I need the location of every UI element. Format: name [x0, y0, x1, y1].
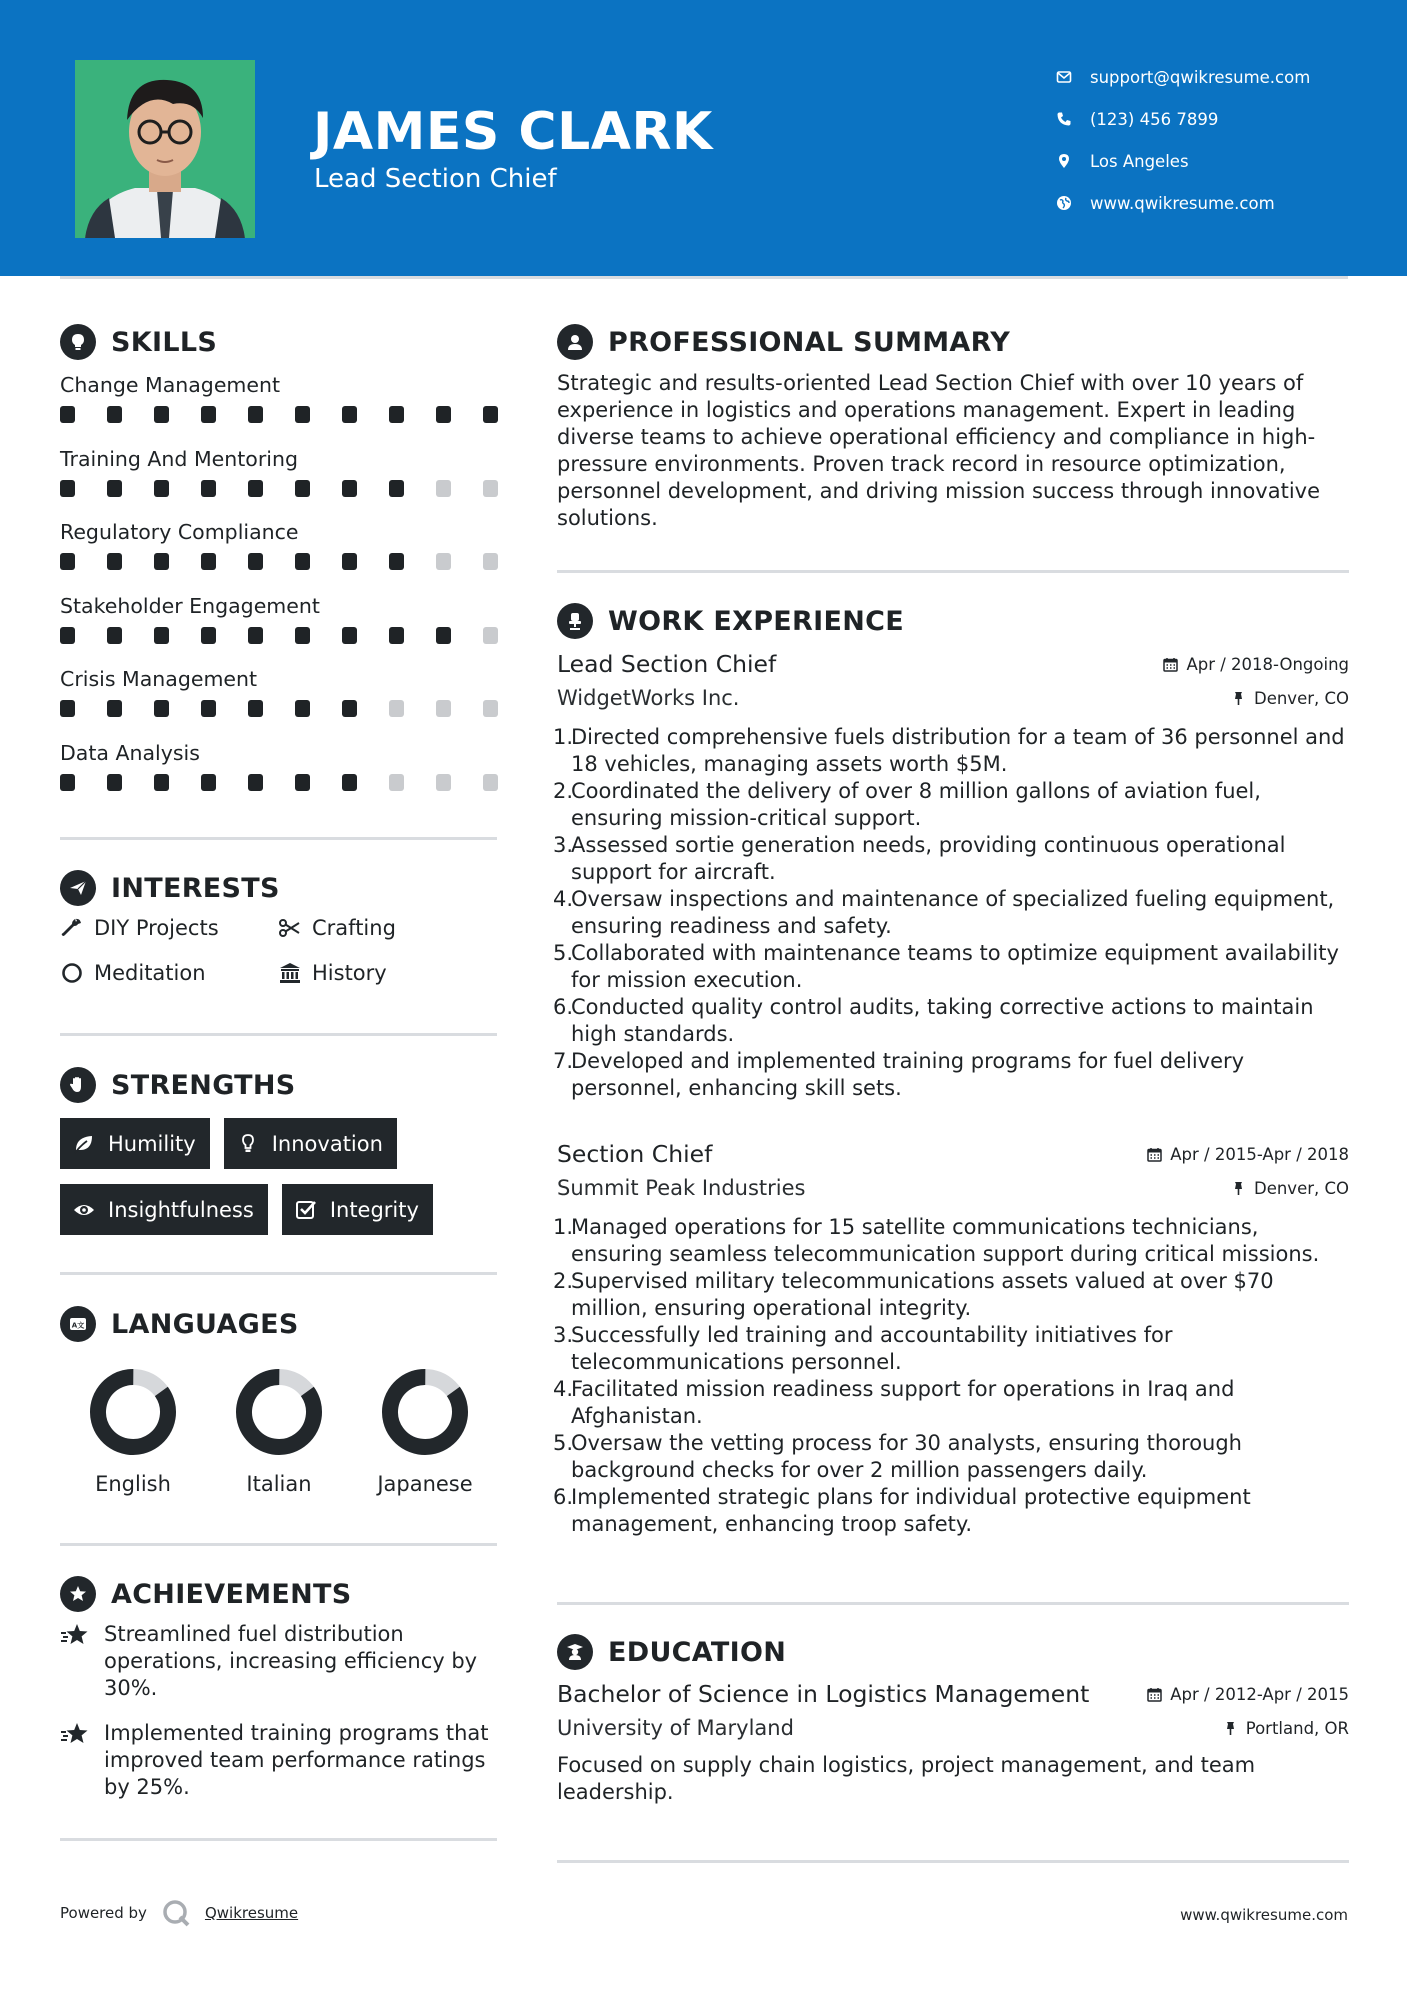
rating-dot-filled	[342, 553, 357, 570]
job-location-text: Denver, CO	[1253, 688, 1349, 708]
rating-dot-filled	[389, 480, 404, 497]
strength-label: Innovation	[271, 1131, 383, 1156]
contact-location-text: Los Angeles	[1090, 151, 1189, 171]
skill-item	[60, 370, 500, 444]
education-dates-text: Apr / 2012-Apr / 2015	[1170, 1685, 1349, 1704]
summary-title: PROFESSIONAL SUMMARY	[608, 326, 1011, 358]
education-location-text: Portland, OR	[1245, 1718, 1349, 1738]
rating-dot-filled	[248, 553, 263, 570]
bullet-number: 3.	[553, 1323, 574, 1347]
eye-icon	[72, 1198, 96, 1222]
map-pin-icon	[1056, 153, 1072, 169]
museum-icon	[278, 961, 302, 985]
job-bullet	[553, 1268, 1349, 1322]
pushpin-icon	[1231, 1181, 1246, 1196]
strengths-title: STRENGTHS	[111, 1069, 296, 1101]
language-name: English	[95, 1472, 171, 1496]
strength-label: Insightfulness	[108, 1197, 254, 1222]
job-bullet	[553, 832, 1349, 886]
bullet-number: 1.	[553, 1215, 574, 1239]
job-bullet	[553, 1430, 1349, 1484]
degree-title: Bachelor of Science in Logistics Management	[557, 1680, 1090, 1708]
strength-tag	[60, 1118, 210, 1169]
work-heading	[557, 603, 904, 639]
job-title: Lead Section Chief	[557, 650, 777, 678]
skills-divider	[60, 837, 497, 840]
rating-dot-filled	[436, 406, 451, 423]
contact-phone-text: (123) 456 7899	[1090, 109, 1219, 129]
bullet-number: 5.	[553, 941, 574, 965]
strength-label: Integrity	[329, 1197, 419, 1222]
donut-fill	[89, 1368, 177, 1456]
rating-dot-filled	[154, 774, 169, 791]
language-donut	[235, 1368, 323, 1456]
profile-photo	[75, 60, 255, 238]
job-bullet	[553, 1484, 1349, 1538]
lightbulb-icon	[60, 324, 96, 360]
interests-list	[60, 914, 500, 987]
skill-item	[60, 738, 500, 812]
rating-dot-filled	[295, 774, 310, 791]
skill-rating	[60, 406, 498, 423]
achievement-text: Implemented training programs that improved team performance ratings by 25%.	[104, 1721, 489, 1799]
education-title: EDUCATION	[608, 1636, 787, 1668]
interest-label: Crafting	[312, 916, 396, 940]
skills-title: SKILLS	[111, 326, 218, 358]
circle-icon	[60, 961, 84, 985]
skill-name: Change Management	[60, 373, 281, 397]
interests-divider	[60, 1033, 497, 1036]
donut-fill	[235, 1368, 323, 1456]
rating-dot-filled	[342, 406, 357, 423]
rating-dot-filled	[154, 700, 169, 717]
rating-dot-filled	[295, 406, 310, 423]
contact-website-text: www.qwikresume.com	[1090, 193, 1275, 213]
job-location	[1231, 689, 1349, 708]
resume-header	[0, 0, 1407, 276]
rating-dot-empty	[389, 774, 404, 791]
bullet-text: Oversaw the vetting process for 30 analysts, ensuring thorough background checks for over 2 million passengers daily.	[571, 1431, 1242, 1482]
interest-label: DIY Projects	[94, 916, 219, 940]
company-name: Summit Peak Industries	[557, 1176, 806, 1200]
summary-text: Strategic and results-oriented Lead Section Chief with over 10 years of experience in logistics and operations management. Expert in leading diverse teams to achieve operational efficiency and compliance in high-pressure environments. Proven track record in resource optimization, personnel development, and driving mission success through innovative solutions.	[557, 371, 1321, 530]
job-location	[1231, 1179, 1349, 1198]
envelope-icon	[1056, 69, 1072, 85]
rating-dot-filled	[60, 774, 75, 791]
job-bullet	[553, 886, 1349, 940]
rating-dot-filled	[389, 406, 404, 423]
calendar-icon	[1163, 657, 1178, 672]
rating-dot-filled	[248, 774, 263, 791]
achievements-list	[60, 1621, 500, 1819]
rating-dot-filled	[107, 774, 122, 791]
bullet-number: 2.	[553, 779, 574, 803]
education-dates	[1147, 1685, 1349, 1704]
interest-item	[60, 914, 278, 942]
job-dates-text: Apr / 2018-Ongoing	[1186, 655, 1349, 674]
education-location	[1223, 1719, 1349, 1738]
language-item	[352, 1368, 498, 1496]
job-entry	[553, 1140, 1349, 1538]
rating-dot-filled	[201, 480, 216, 497]
bullet-text: Assessed sortie generation needs, providing continuous operational support for aircraft.	[571, 833, 1286, 884]
job-bullet	[553, 724, 1349, 778]
wrench-icon	[60, 916, 84, 940]
strength-tag	[282, 1184, 433, 1235]
interest-label: History	[312, 961, 387, 985]
skill-item	[60, 517, 500, 591]
donut-fill	[381, 1368, 469, 1456]
job-bullet	[553, 1214, 1349, 1268]
skill-rating	[60, 553, 498, 570]
globe-icon	[1056, 195, 1072, 211]
job-bullet	[553, 940, 1349, 994]
bullet-text: Successfully led training and accountability initiatives for telecommunications personnel.	[571, 1323, 1173, 1374]
rating-dot-filled	[248, 627, 263, 644]
powered-by-text: Powered by	[60, 1904, 147, 1922]
rating-dot-filled	[107, 406, 122, 423]
rating-dot-empty	[436, 700, 451, 717]
job-title: Section Chief	[557, 1140, 713, 1168]
rating-dot-filled	[107, 553, 122, 570]
id-card-icon	[60, 1306, 96, 1342]
scissors-icon	[278, 916, 302, 940]
lightbulb-icon	[236, 1132, 260, 1156]
bullet-text: Oversaw inspections and maintenance of specialized fueling equipment, ensuring readiness and safety.	[571, 887, 1335, 938]
achievement-item	[60, 1720, 500, 1801]
language-donut	[381, 1368, 469, 1456]
footer-branding	[60, 1898, 298, 1928]
bullet-text: Directed comprehensive fuels distribution for a team of 36 personnel and 18 vehicles, managing assets worth $5M.	[571, 725, 1345, 776]
contact-website[interactable]	[1056, 182, 1386, 224]
work-title: WORK EXPERIENCE	[608, 605, 904, 637]
phone-icon	[1056, 111, 1072, 127]
rating-dot-filled	[107, 480, 122, 497]
job-bullet	[553, 1322, 1349, 1376]
contact-phone[interactable]	[1056, 98, 1386, 140]
rating-dot-filled	[154, 627, 169, 644]
rating-dot-empty	[436, 774, 451, 791]
education-description: Focused on supply chain logistics, project management, and team leadership.	[557, 1753, 1256, 1804]
strength-tag	[60, 1184, 268, 1235]
skill-name: Stakeholder Engagement	[60, 593, 320, 618]
bullet-number: 7.	[553, 1049, 574, 1073]
education-heading	[557, 1634, 786, 1670]
skills-heading	[60, 324, 217, 360]
skill-item	[60, 591, 500, 665]
skills-list	[60, 370, 500, 811]
rating-dot-filled	[107, 700, 122, 717]
job-bullets	[553, 724, 1349, 1102]
strengths-divider	[60, 1272, 497, 1275]
footer-website-link[interactable]: www.qwikresume.com	[1180, 1906, 1348, 1924]
header-divider	[60, 276, 1348, 279]
interest-item	[278, 914, 498, 942]
skill-name: Data Analysis	[60, 740, 200, 765]
summary-heading	[557, 324, 1010, 360]
job-bullets	[553, 1214, 1349, 1538]
rating-dot-filled	[201, 774, 216, 791]
job-bullet	[553, 994, 1349, 1048]
rating-dot-filled	[154, 480, 169, 497]
user-icon	[557, 324, 593, 360]
rating-dot-filled	[342, 774, 357, 791]
rating-dot-filled	[389, 553, 404, 570]
bullet-number: 1.	[553, 725, 574, 749]
interest-item	[278, 959, 498, 987]
job-dates	[1163, 655, 1349, 674]
rating-dot-empty	[436, 480, 451, 497]
interest-label: Meditation	[94, 961, 206, 985]
rating-dot-filled	[248, 406, 263, 423]
star-icon	[60, 1722, 90, 1748]
rating-dot-filled	[154, 553, 169, 570]
rating-dot-filled	[389, 627, 404, 644]
pushpin-icon	[1223, 1721, 1238, 1736]
rating-dot-filled	[295, 553, 310, 570]
leaf-icon	[72, 1132, 96, 1156]
rating-dot-filled	[248, 700, 263, 717]
rating-dot-filled	[342, 627, 357, 644]
rating-dot-filled	[483, 406, 498, 423]
rating-dot-filled	[154, 406, 169, 423]
candidate-role: Lead Section Chief	[314, 164, 557, 194]
bullet-number: 4.	[553, 887, 574, 911]
contact-list	[1056, 56, 1386, 224]
languages-heading	[60, 1306, 299, 1342]
rating-dot-filled	[201, 406, 216, 423]
bullet-text: Supervised military telecommunications assets valued at over $70 million, ensuring operational integrity.	[571, 1269, 1274, 1320]
languages-title: LANGUAGES	[111, 1308, 299, 1340]
strength-tag	[224, 1118, 397, 1169]
skill-rating	[60, 627, 498, 644]
job-bullet	[553, 1376, 1349, 1430]
rating-dot-empty	[436, 553, 451, 570]
skill-rating	[60, 774, 498, 791]
calendar-icon	[1147, 1687, 1162, 1702]
languages-divider	[60, 1543, 497, 1546]
rating-dot-filled	[60, 553, 75, 570]
rating-dot-empty	[483, 480, 498, 497]
qwikresume-logo-icon	[161, 1898, 191, 1928]
bullet-text: Facilitated mission readiness support for operations in Iraq and Afghanistan.	[571, 1377, 1235, 1428]
job-bullet	[553, 778, 1349, 832]
skill-name: Regulatory Compliance	[60, 520, 299, 544]
rating-dot-empty	[483, 700, 498, 717]
work-divider	[557, 1602, 1349, 1605]
skill-item	[60, 664, 500, 738]
bullet-text: Collaborated with maintenance teams to optimize equipment availability for mission execution.	[571, 941, 1339, 992]
skill-item	[60, 444, 500, 518]
rating-dot-empty	[483, 774, 498, 791]
language-item	[60, 1368, 206, 1496]
bullet-number: 6.	[553, 995, 574, 1019]
office-chair-icon	[557, 603, 593, 639]
checkbox-icon	[294, 1198, 318, 1222]
achievements-heading	[60, 1576, 352, 1612]
rating-dot-empty	[389, 700, 404, 717]
bullet-number: 5.	[553, 1431, 574, 1455]
interests-title: INTERESTS	[111, 872, 280, 904]
bullet-number: 3.	[553, 833, 574, 857]
hand-icon	[60, 1067, 96, 1103]
strengths-list	[60, 1118, 500, 1235]
contact-location	[1056, 140, 1386, 182]
bullet-number: 6.	[553, 1485, 574, 1509]
achievement-text: Streamlined fuel distribution operations, increasing efficiency by 30%.	[104, 1622, 478, 1700]
candidate-name: JAMES CLARK	[313, 102, 713, 162]
job-bullet	[553, 1048, 1349, 1102]
rating-dot-filled	[107, 627, 122, 644]
rating-dot-filled	[295, 700, 310, 717]
skill-rating	[60, 700, 498, 717]
achievement-item	[60, 1621, 500, 1702]
education-entry	[557, 1680, 1349, 1806]
achievements-title: ACHIEVEMENTS	[111, 1578, 352, 1610]
graduate-icon	[557, 1634, 593, 1670]
job-location-text: Denver, CO	[1253, 1178, 1349, 1198]
star-badge-icon	[60, 1576, 96, 1612]
qwikresume-link[interactable]: Qwikresume	[204, 1904, 299, 1922]
pushpin-icon	[1231, 691, 1246, 706]
job-dates	[1147, 1145, 1349, 1164]
strengths-heading	[60, 1067, 296, 1103]
bullet-text: Developed and implemented training programs for fuel delivery personnel, enhancing skill sets.	[571, 1049, 1245, 1100]
strength-label: Humility	[108, 1131, 196, 1156]
rating-dot-filled	[60, 480, 75, 497]
rating-dot-filled	[342, 700, 357, 717]
rating-dot-filled	[60, 406, 75, 423]
skill-rating	[60, 480, 498, 497]
job-dates-text: Apr / 2015-Apr / 2018	[1170, 1145, 1349, 1164]
language-name: Italian	[246, 1472, 312, 1496]
summary-divider	[557, 570, 1349, 573]
bullet-text: Managed operations for 15 satellite communications technicians, ensuring seamless telecommunication support during critical missions.	[571, 1215, 1320, 1266]
rating-dot-filled	[248, 480, 263, 497]
bullet-text: Implemented strategic plans for individual protective equipment management, enhancing troop safety.	[571, 1485, 1251, 1536]
school-name: University of Maryland	[557, 1716, 794, 1740]
rating-dot-filled	[342, 480, 357, 497]
contact-email-text: support@qwikresume.com	[1090, 67, 1311, 87]
language-item	[206, 1368, 352, 1496]
job-entry	[553, 650, 1349, 1102]
company-name: WidgetWorks Inc.	[557, 686, 740, 710]
bullet-number: 2.	[553, 1269, 574, 1293]
rating-dot-filled	[295, 480, 310, 497]
rating-dot-empty	[483, 627, 498, 644]
skill-name: Training And Mentoring	[60, 446, 298, 471]
rating-dot-filled	[201, 553, 216, 570]
rating-dot-empty	[483, 553, 498, 570]
achievements-divider	[60, 1838, 497, 1841]
calendar-icon	[1147, 1147, 1162, 1162]
language-donut	[89, 1368, 177, 1456]
rating-dot-filled	[60, 627, 75, 644]
rating-dot-filled	[201, 627, 216, 644]
rating-dot-filled	[295, 627, 310, 644]
rating-dot-filled	[60, 700, 75, 717]
paper-plane-icon	[60, 870, 96, 906]
bullet-text: Coordinated the delivery of over 8 million gallons of aviation fuel, ensuring mission-critical support.	[571, 779, 1261, 830]
language-name: Japanese	[377, 1472, 473, 1496]
svg-text:A文: A文	[71, 1321, 85, 1330]
bullet-text: Conducted quality control audits, taking corrective actions to maintain high standards.	[571, 995, 1314, 1046]
contact-email[interactable]	[1056, 56, 1386, 98]
star-icon	[60, 1623, 90, 1649]
skill-name: Crisis Management	[60, 667, 258, 691]
interest-item	[60, 959, 278, 987]
rating-dot-filled	[201, 700, 216, 717]
rating-dot-filled	[436, 627, 451, 644]
languages-list	[60, 1368, 500, 1496]
bullet-number: 4.	[553, 1377, 574, 1401]
education-divider	[557, 1860, 1349, 1863]
interests-heading	[60, 870, 280, 906]
